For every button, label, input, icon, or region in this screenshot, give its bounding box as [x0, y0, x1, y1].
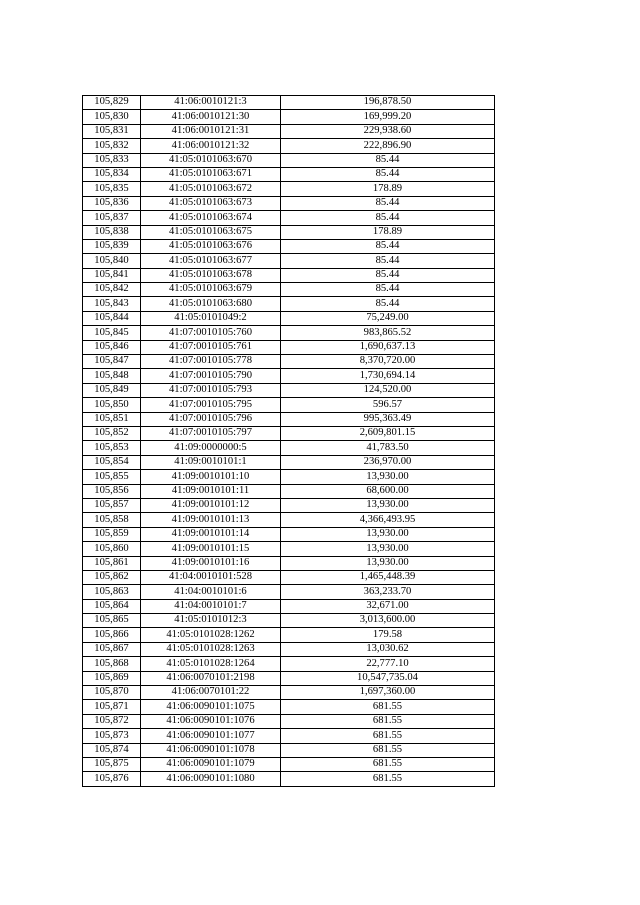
value-cell: 179.58	[281, 628, 495, 642]
cadastral-number-cell: 41:06:0090101:1080	[141, 772, 281, 786]
row-number-cell: 105,836	[83, 196, 141, 210]
row-number-cell: 105,843	[83, 297, 141, 311]
cadastral-number-cell: 41:05:0101063:673	[141, 196, 281, 210]
row-number-cell: 105,840	[83, 254, 141, 268]
table-row	[83, 441, 495, 455]
value-cell: 124,520.00	[281, 383, 495, 397]
value-cell: 2,609,801.15	[281, 426, 495, 440]
table-row	[83, 412, 495, 426]
row-number-cell: 105,874	[83, 743, 141, 757]
row-number-cell: 105,847	[83, 355, 141, 369]
row-number-cell: 105,875	[83, 757, 141, 771]
value-cell: 1,730,694.14	[281, 369, 495, 383]
value-cell: 85.44	[281, 167, 495, 181]
cadastral-number-cell: 41:05:0101063:670	[141, 153, 281, 167]
table-body	[83, 96, 495, 787]
value-cell: 169,999.20	[281, 110, 495, 124]
table-row	[83, 167, 495, 181]
row-number-cell: 105,834	[83, 167, 141, 181]
cadastral-number-cell: 41:05:0101063:680	[141, 297, 281, 311]
row-number-cell: 105,857	[83, 498, 141, 512]
cadastral-number-cell: 41:05:0101063:679	[141, 283, 281, 297]
cadastral-number-cell: 41:06:0010121:30	[141, 110, 281, 124]
table-row	[83, 340, 495, 354]
row-number-cell: 105,835	[83, 182, 141, 196]
table-row	[83, 311, 495, 325]
value-cell: 13,930.00	[281, 498, 495, 512]
cadastral-number-cell: 41:07:0010105:760	[141, 326, 281, 340]
cadastral-number-cell: 41:04:0010101:7	[141, 599, 281, 613]
cadastral-number-cell: 41:09:0000000:5	[141, 441, 281, 455]
table-row	[83, 196, 495, 210]
row-number-cell: 105,830	[83, 110, 141, 124]
value-cell: 68,600.00	[281, 484, 495, 498]
table-row	[83, 527, 495, 541]
row-number-cell: 105,867	[83, 642, 141, 656]
value-cell: 85.44	[281, 283, 495, 297]
row-number-cell: 105,852	[83, 426, 141, 440]
cadastral-number-cell: 41:05:0101028:1263	[141, 642, 281, 656]
value-cell: 681.55	[281, 757, 495, 771]
row-number-cell: 105,851	[83, 412, 141, 426]
row-number-cell: 105,856	[83, 484, 141, 498]
table-row	[83, 254, 495, 268]
table-row	[83, 599, 495, 613]
table-row	[83, 268, 495, 282]
cadastral-number-cell: 41:07:0010105:796	[141, 412, 281, 426]
value-cell: 995,363.49	[281, 412, 495, 426]
table-row	[83, 542, 495, 556]
cadastral-number-cell: 41:09:0010101:15	[141, 542, 281, 556]
value-cell: 1,690,637.13	[281, 340, 495, 354]
value-cell: 13,930.00	[281, 556, 495, 570]
value-cell: 363,233.70	[281, 585, 495, 599]
row-number-cell: 105,865	[83, 614, 141, 628]
cadastral-number-cell: 41:09:0010101:13	[141, 513, 281, 527]
value-cell: 85.44	[281, 268, 495, 282]
cadastral-number-cell: 41:05:0101063:676	[141, 239, 281, 253]
table-row	[83, 182, 495, 196]
cadastral-number-cell: 41:07:0010105:797	[141, 426, 281, 440]
cadastral-number-cell: 41:09:0010101:10	[141, 470, 281, 484]
row-number-cell: 105,850	[83, 398, 141, 412]
value-cell: 178.89	[281, 182, 495, 196]
row-number-cell: 105,832	[83, 139, 141, 153]
row-number-cell: 105,854	[83, 455, 141, 469]
cadastral-number-cell: 41:06:0070101:22	[141, 686, 281, 700]
cadastral-number-cell: 41:05:0101063:675	[141, 225, 281, 239]
row-number-cell: 105,864	[83, 599, 141, 613]
row-number-cell: 105,837	[83, 211, 141, 225]
row-number-cell: 105,873	[83, 729, 141, 743]
row-number-cell: 105,870	[83, 686, 141, 700]
value-cell: 85.44	[281, 297, 495, 311]
value-cell: 85.44	[281, 211, 495, 225]
value-cell: 1,465,448.39	[281, 570, 495, 584]
table-row	[83, 484, 495, 498]
row-number-cell: 105,861	[83, 556, 141, 570]
table-row	[83, 772, 495, 786]
table-row	[83, 700, 495, 714]
cadastral-number-cell: 41:06:0090101:1078	[141, 743, 281, 757]
value-cell: 681.55	[281, 743, 495, 757]
table-row	[83, 139, 495, 153]
value-cell: 196,878.50	[281, 96, 495, 110]
table-row	[83, 714, 495, 728]
value-cell: 10,547,735.04	[281, 671, 495, 685]
table-row	[83, 369, 495, 383]
table-row	[83, 455, 495, 469]
table-row	[83, 743, 495, 757]
cadastral-number-cell: 41:06:0010121:3	[141, 96, 281, 110]
table-row	[83, 383, 495, 397]
cadastral-number-cell: 41:05:0101028:1264	[141, 657, 281, 671]
value-cell: 13,930.00	[281, 542, 495, 556]
row-number-cell: 105,863	[83, 585, 141, 599]
cadastral-number-cell: 41:06:0010121:32	[141, 139, 281, 153]
cadastral-number-cell: 41:06:0090101:1077	[141, 729, 281, 743]
value-cell: 1,697,360.00	[281, 686, 495, 700]
value-cell: 22,777.10	[281, 657, 495, 671]
row-number-cell: 105,858	[83, 513, 141, 527]
row-number-cell: 105,845	[83, 326, 141, 340]
value-cell: 41,783.50	[281, 441, 495, 455]
table-row	[83, 326, 495, 340]
table-row	[83, 556, 495, 570]
value-cell: 236,970.00	[281, 455, 495, 469]
value-cell: 681.55	[281, 729, 495, 743]
table-row	[83, 225, 495, 239]
value-cell: 4,366,493.95	[281, 513, 495, 527]
data-table	[82, 95, 495, 787]
value-cell: 13,930.00	[281, 470, 495, 484]
row-number-cell: 105,846	[83, 340, 141, 354]
value-cell: 85.44	[281, 254, 495, 268]
cadastral-number-cell: 41:09:0010101:12	[141, 498, 281, 512]
table-row	[83, 628, 495, 642]
value-cell: 13,030.62	[281, 642, 495, 656]
row-number-cell: 105,872	[83, 714, 141, 728]
value-cell: 222,896.90	[281, 139, 495, 153]
table-row	[83, 570, 495, 584]
value-cell: 178.89	[281, 225, 495, 239]
value-cell: 85.44	[281, 196, 495, 210]
value-cell: 681.55	[281, 700, 495, 714]
table-row	[83, 614, 495, 628]
cadastral-number-cell: 41:09:0010101:11	[141, 484, 281, 498]
row-number-cell: 105,848	[83, 369, 141, 383]
cadastral-number-cell: 41:04:0010101:6	[141, 585, 281, 599]
cadastral-number-cell: 41:06:0010121:31	[141, 124, 281, 138]
row-number-cell: 105,862	[83, 570, 141, 584]
cadastral-number-cell: 41:05:0101063:671	[141, 167, 281, 181]
row-number-cell: 105,868	[83, 657, 141, 671]
cadastral-number-cell: 41:05:0101063:678	[141, 268, 281, 282]
row-number-cell: 105,866	[83, 628, 141, 642]
value-cell: 681.55	[281, 714, 495, 728]
cadastral-number-cell: 41:07:0010105:790	[141, 369, 281, 383]
table-row	[83, 297, 495, 311]
cadastral-number-cell: 41:07:0010105:778	[141, 355, 281, 369]
table-row	[83, 686, 495, 700]
table-row	[83, 211, 495, 225]
table-row	[83, 585, 495, 599]
table-row	[83, 283, 495, 297]
cadastral-number-cell: 41:04:0010101:528	[141, 570, 281, 584]
cadastral-number-cell: 41:07:0010105:795	[141, 398, 281, 412]
cadastral-number-cell: 41:05:0101049:2	[141, 311, 281, 325]
value-cell: 85.44	[281, 239, 495, 253]
table-row	[83, 470, 495, 484]
value-cell: 32,671.00	[281, 599, 495, 613]
cadastral-number-cell: 41:06:0070101:2198	[141, 671, 281, 685]
row-number-cell: 105,853	[83, 441, 141, 455]
row-number-cell: 105,829	[83, 96, 141, 110]
cadastral-number-cell: 41:05:0101063:674	[141, 211, 281, 225]
table-row	[83, 355, 495, 369]
table-row	[83, 498, 495, 512]
cadastral-number-cell: 41:07:0010105:793	[141, 383, 281, 397]
cadastral-number-cell: 41:09:0010101:1	[141, 455, 281, 469]
row-number-cell: 105,838	[83, 225, 141, 239]
cadastral-number-cell: 41:05:0101012:3	[141, 614, 281, 628]
table-row	[83, 642, 495, 656]
row-number-cell: 105,844	[83, 311, 141, 325]
table-row	[83, 124, 495, 138]
row-number-cell: 105,833	[83, 153, 141, 167]
table-row	[83, 96, 495, 110]
cadastral-number-cell: 41:06:0090101:1076	[141, 714, 281, 728]
row-number-cell: 105,849	[83, 383, 141, 397]
value-cell: 983,865.52	[281, 326, 495, 340]
row-number-cell: 105,860	[83, 542, 141, 556]
value-cell: 13,930.00	[281, 527, 495, 541]
cadastral-number-cell: 41:09:0010101:16	[141, 556, 281, 570]
row-number-cell: 105,839	[83, 239, 141, 253]
row-number-cell: 105,842	[83, 283, 141, 297]
row-number-cell: 105,841	[83, 268, 141, 282]
row-number-cell: 105,831	[83, 124, 141, 138]
table-row	[83, 153, 495, 167]
cadastral-number-cell: 41:05:0101063:672	[141, 182, 281, 196]
row-number-cell: 105,859	[83, 527, 141, 541]
value-cell: 8,370,720.00	[281, 355, 495, 369]
table-row	[83, 729, 495, 743]
table-row	[83, 671, 495, 685]
value-cell: 229,938.60	[281, 124, 495, 138]
table-row	[83, 757, 495, 771]
row-number-cell: 105,871	[83, 700, 141, 714]
table-row	[83, 426, 495, 440]
table-row	[83, 398, 495, 412]
row-number-cell: 105,855	[83, 470, 141, 484]
value-cell: 596.57	[281, 398, 495, 412]
cadastral-number-cell: 41:05:0101063:677	[141, 254, 281, 268]
value-cell: 681.55	[281, 772, 495, 786]
row-number-cell: 105,869	[83, 671, 141, 685]
cadastral-number-cell: 41:05:0101028:1262	[141, 628, 281, 642]
value-cell: 85.44	[281, 153, 495, 167]
value-cell: 75,249.00	[281, 311, 495, 325]
cadastral-number-cell: 41:06:0090101:1079	[141, 757, 281, 771]
cadastral-number-cell: 41:06:0090101:1075	[141, 700, 281, 714]
table-row	[83, 239, 495, 253]
table-row	[83, 110, 495, 124]
cadastral-number-cell: 41:09:0010101:14	[141, 527, 281, 541]
value-cell: 3,013,600.00	[281, 614, 495, 628]
table-row	[83, 657, 495, 671]
cadastral-number-cell: 41:07:0010105:761	[141, 340, 281, 354]
table-row	[83, 513, 495, 527]
row-number-cell: 105,876	[83, 772, 141, 786]
